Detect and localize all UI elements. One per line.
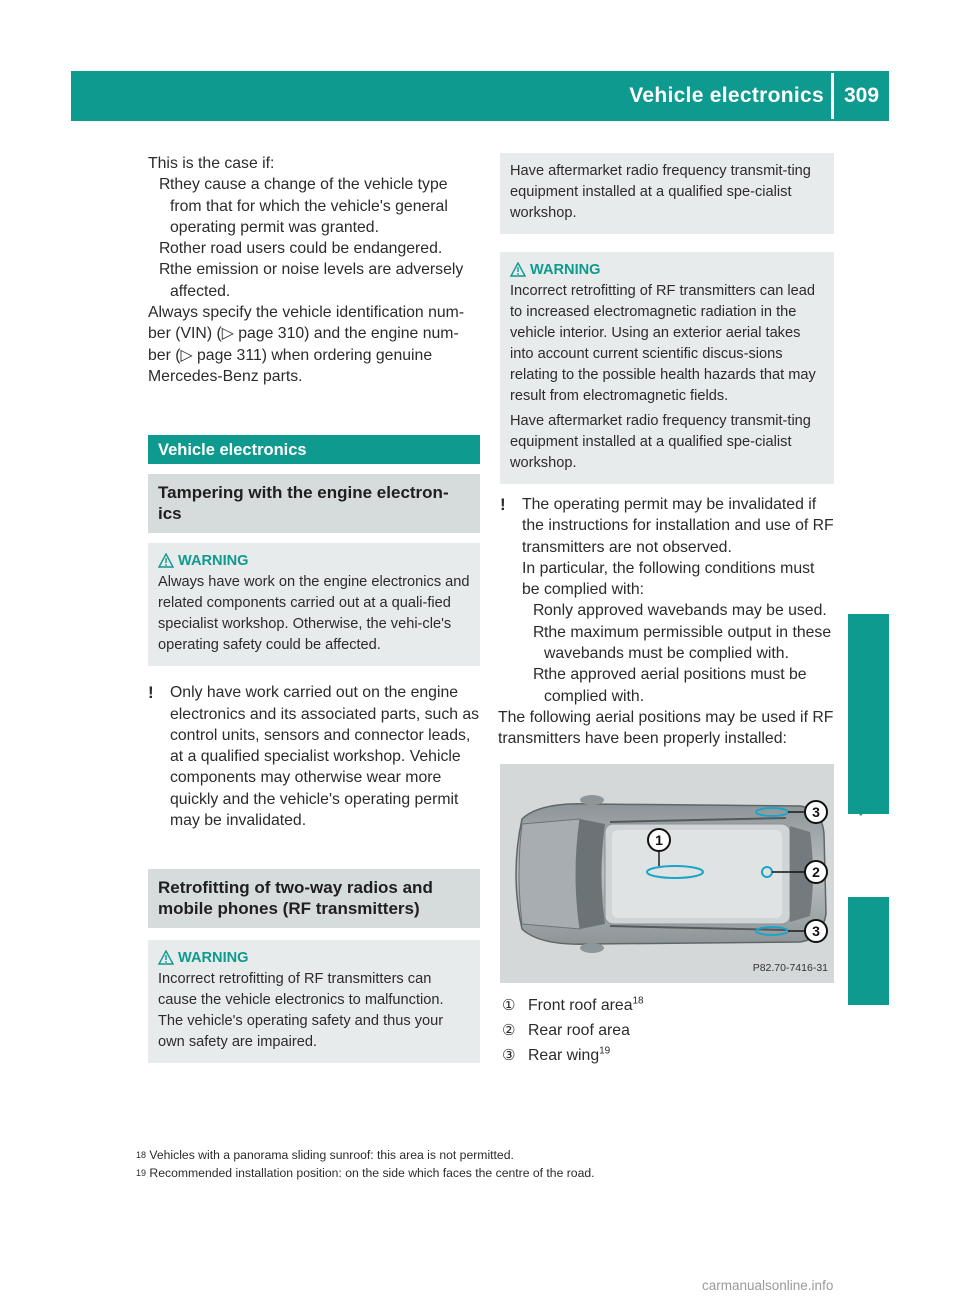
subsection-heading-retrofitting: Retrofitting of two-way radios and mobile phones (RF transmitters) [148, 869, 480, 928]
legend-item: ③ Rear wing$^{19}$ [502, 1045, 611, 1064]
warning-title: WARNING [158, 551, 470, 572]
side-block [848, 897, 889, 1005]
exclamation-icon: ! [500, 495, 506, 514]
page-number: 309 [843, 84, 880, 107]
list-item: R the maximum permissible output in these wavebands must be complied with. [533, 623, 832, 663]
left-column [148, 153, 480, 1063]
warning-box [500, 252, 834, 484]
warning-title: WARNING [510, 260, 824, 281]
list-item: R the approved aerial positions must be complied with. [533, 666, 807, 705]
note-text-2: In particular, the following conditions must be complied with: [522, 559, 815, 599]
warning-triangle-icon [158, 553, 174, 568]
callout-3-bottom: 3 [812, 922, 820, 939]
note-text: The operating permit may be invalidated if the instructions for installation and use of RF transmitters are not observed. [522, 496, 834, 556]
note-block [500, 494, 834, 707]
legend [500, 993, 834, 1068]
watermark: carmanualsonline.info [702, 1278, 834, 1293]
legend-item: ① Front roof area$^{18}$ [502, 995, 644, 1014]
warning-triangle-icon [158, 950, 174, 965]
footnotes [136, 1147, 836, 1182]
exclamation-icon: ! [148, 683, 154, 703]
chapter-title: Vehicle electronics [629, 84, 824, 107]
footnote: $^{19}$ Recommended installation position: on the side which faces the centre of the road. [136, 1165, 595, 1180]
warning-text: Incorrect retrofitting of RF transmitters can cause the vehicle electronics to malfunction. The vehicle's operating safety and thus your own safety are impaired. [158, 971, 444, 1051]
legend-item: ② Rear roof area [502, 1021, 630, 1039]
footnote: $^{18}$ Vehicles with a panorama sliding sunroof: this area is not permitted. [136, 1148, 514, 1162]
section-heading: Vehicle electronics [148, 435, 480, 464]
figure-reference: P82.70-7416-31 [752, 962, 828, 975]
vin-paragraph: Always specify the vehicle identification num-ber (VIN) (▷ page 310) and the engine num-ber (▷ page 311) when ordering genuine Mercedes-Benz parts. [148, 304, 465, 385]
callout-3-top: 3 [812, 803, 820, 820]
warning-text: Incorrect retrofitting of RF transmitters can lead to increased electromagnetic radiation in the vehicle interior. Using an exterior aerial takes into account current scientific discus-sions relating to the possible health hazards that may result from electromagnetic fields. [510, 283, 816, 404]
list-item: R only approved wavebands may be used. [533, 602, 827, 620]
list-item: R the emission or noise levels are adversely affected. [159, 261, 464, 300]
warning-text: Always have work on the engine electronics and related components carried out at a quali-fied specialist workshop. Otherwise, the vehi-cle's operating safety could be affected. [158, 574, 470, 654]
info-box [500, 153, 834, 234]
warning-box [148, 543, 480, 666]
intro-text: This is the case if: [148, 155, 275, 172]
subsection-heading-tampering: Tampering with the engine electron-ics [148, 474, 480, 533]
list-item: R other road users could be endangered. [159, 240, 443, 258]
callout-2: 2 [812, 863, 820, 880]
warning-triangle-icon [510, 262, 526, 277]
right-column [500, 153, 834, 1068]
warning-box [148, 940, 480, 1063]
list-item: R they cause a change of the vehicle type from that for which the vehicle's general operating permit was granted. [159, 176, 448, 236]
note-block [148, 682, 480, 831]
aerial-paragraph: The following aerial positions may be used if RF transmitters have been properly installed: [498, 708, 834, 748]
info-text: Have aftermarket radio frequency transmit-ting equipment installed at a qualified spe-cialist workshop. [510, 163, 811, 221]
car-top-view-illustration [500, 764, 834, 983]
warning-title: WARNING [158, 948, 470, 969]
note-text: Only have work carried out on the engine electronics and its associated parts, such as control units, sensors and connector leads, at a qualified specialist workshop. Vehicle components may otherwise wear more quickly and the vehicle's operating permit may be invalidated. [170, 684, 480, 830]
aerial-positions-figure [500, 764, 834, 983]
callout-1: 1 [655, 831, 663, 848]
side-tab-label: Technical data [855, 664, 880, 816]
warning-text-2: Have aftermarket radio frequency transmit-ting equipment installed at a qualified spe-cialist workshop. [510, 413, 811, 471]
